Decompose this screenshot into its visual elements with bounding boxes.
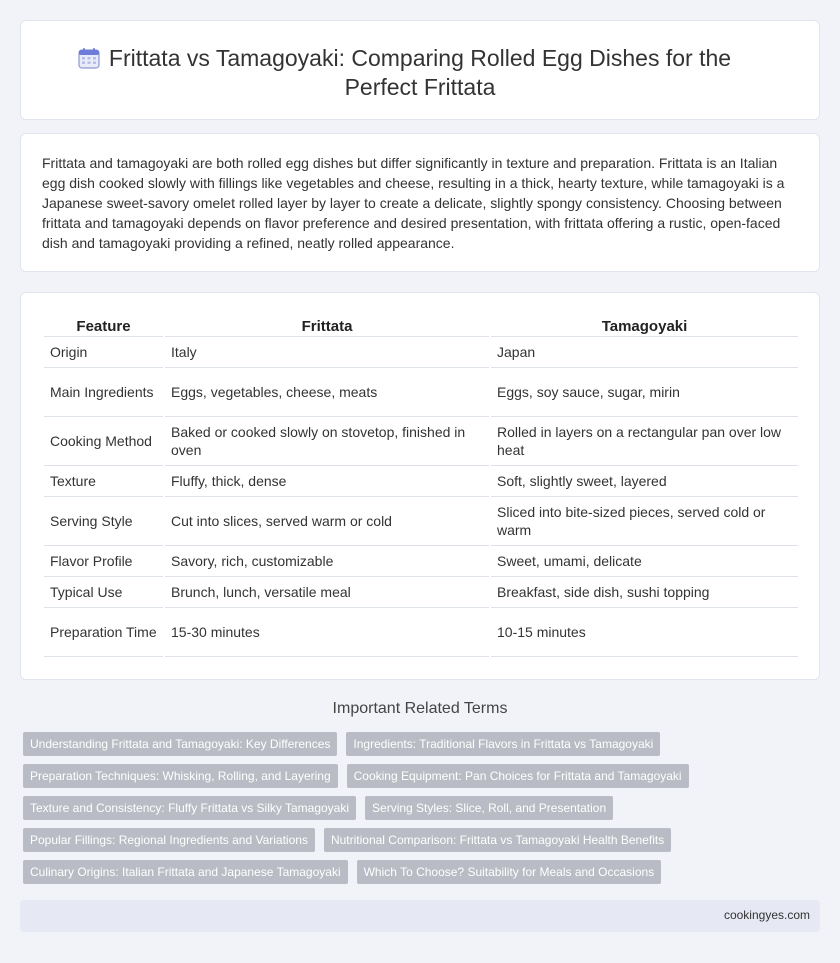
header-feature: Feature [44, 316, 163, 337]
feature-cell: Serving Style [44, 497, 163, 546]
related-terms-list [23, 732, 823, 892]
tamagoyaki-cell: Sliced into bite-sized pieces, served cold or warm [491, 497, 798, 546]
related-term-tag[interactable]: Culinary Origins: Italian Frittata and Japanese Tamagoyaki [23, 860, 348, 884]
table-row [44, 417, 798, 466]
related-term-tag[interactable]: Texture and Consistency: Fluffy Frittata vs Silky Tamagoyaki [23, 796, 356, 820]
feature-cell: Typical Use [44, 577, 163, 608]
frittata-cell: Italy [165, 337, 489, 368]
header-card [20, 20, 820, 120]
related-term-tag[interactable]: Cooking Equipment: Pan Choices for Frittata and Tamagoyaki [347, 764, 689, 788]
frittata-cell: Brunch, lunch, versatile meal [165, 577, 489, 608]
frittata-cell: Savory, rich, customizable [165, 546, 489, 577]
related-term-tag[interactable]: Ingredients: Traditional Flavors in Frittata vs Tamagoyaki [346, 732, 660, 756]
frittata-cell: Eggs, vegetables, cheese, meats [165, 368, 489, 417]
table-header-row [44, 316, 798, 337]
table-row [44, 546, 798, 577]
tamagoyaki-cell: Eggs, soy sauce, sugar, mirin [491, 368, 798, 417]
table-row [44, 577, 798, 608]
feature-cell: Texture [44, 466, 163, 497]
related-terms-heading: Important Related Terms [332, 700, 508, 717]
table-row [44, 608, 798, 657]
comparison-card [20, 292, 820, 680]
table-row [44, 466, 798, 497]
related-term-tag[interactable]: Nutritional Comparison: Frittata vs Tamagoyaki Health Benefits [324, 828, 671, 852]
feature-cell: Preparation Time [44, 608, 163, 657]
tamagoyaki-cell: 10-15 minutes [491, 608, 798, 657]
intro-paragraph: Frittata and tamagoyaki are both rolled egg dishes but differ significantly in texture and preparation. Frittata is an Italian egg dish cooked slowly with fillings like vegetables and cheese, resulting in a thick, hearty texture, while tamagoyaki is a Japanese sweet-savory omelet rolled layer by layer to create a delicate, slightly spongy consistency. Choosing between frittata and tamagoyaki depends on flavor preference and desired presentation, with frittata offering a rustic, open-faced dish and tamagoyaki providing a refined, neatly rolled appearance. [42, 155, 785, 251]
related-term-tag[interactable]: Serving Styles: Slice, Roll, and Presentation [365, 796, 613, 820]
table-row [44, 337, 798, 368]
feature-cell: Main Ingredients [44, 368, 163, 417]
related-term-tag[interactable]: Which To Choose? Suitability for Meals and Occasions [357, 860, 662, 884]
table-row [44, 497, 798, 546]
frittata-cell: 15-30 minutes [165, 608, 489, 657]
frittata-cell: Baked or cooked slowly on stovetop, finished in oven [165, 417, 489, 466]
footer-site-link[interactable]: cookingyes.com [723, 908, 810, 922]
tamagoyaki-cell: Breakfast, side dish, sushi topping [491, 577, 798, 608]
frittata-cell: Fluffy, thick, dense [165, 466, 489, 497]
header-tamagoyaki: Tamagoyaki [491, 316, 798, 337]
frittata-cell: Cut into slices, served warm or cold [165, 497, 489, 546]
related-term-tag[interactable]: Preparation Techniques: Whisking, Rolling, and Layering [23, 764, 338, 788]
intro-card [20, 133, 820, 272]
page-title: Frittata vs Tamagoyaki: Comparing Rolled Egg Dishes for the Perfect Frittata [108, 45, 732, 100]
table-row [44, 368, 798, 417]
related-term-tag[interactable]: Understanding Frittata and Tamagoyaki: Key Differences [23, 732, 337, 756]
tamagoyaki-cell: Rolled in layers on a rectangular pan over low heat [491, 417, 798, 466]
tamagoyaki-cell: Sweet, umami, delicate [491, 546, 798, 577]
tamagoyaki-cell: Soft, slightly sweet, layered [491, 466, 798, 497]
feature-cell: Cooking Method [44, 417, 163, 466]
related-term-tag[interactable]: Popular Fillings: Regional Ingredients and Variations [23, 828, 315, 852]
comparison-table [42, 316, 800, 657]
feature-cell: Origin [44, 337, 163, 368]
footer [20, 900, 820, 932]
tamagoyaki-cell: Japan [491, 337, 798, 368]
feature-cell: Flavor Profile [44, 546, 163, 577]
header-frittata: Frittata [165, 316, 489, 337]
